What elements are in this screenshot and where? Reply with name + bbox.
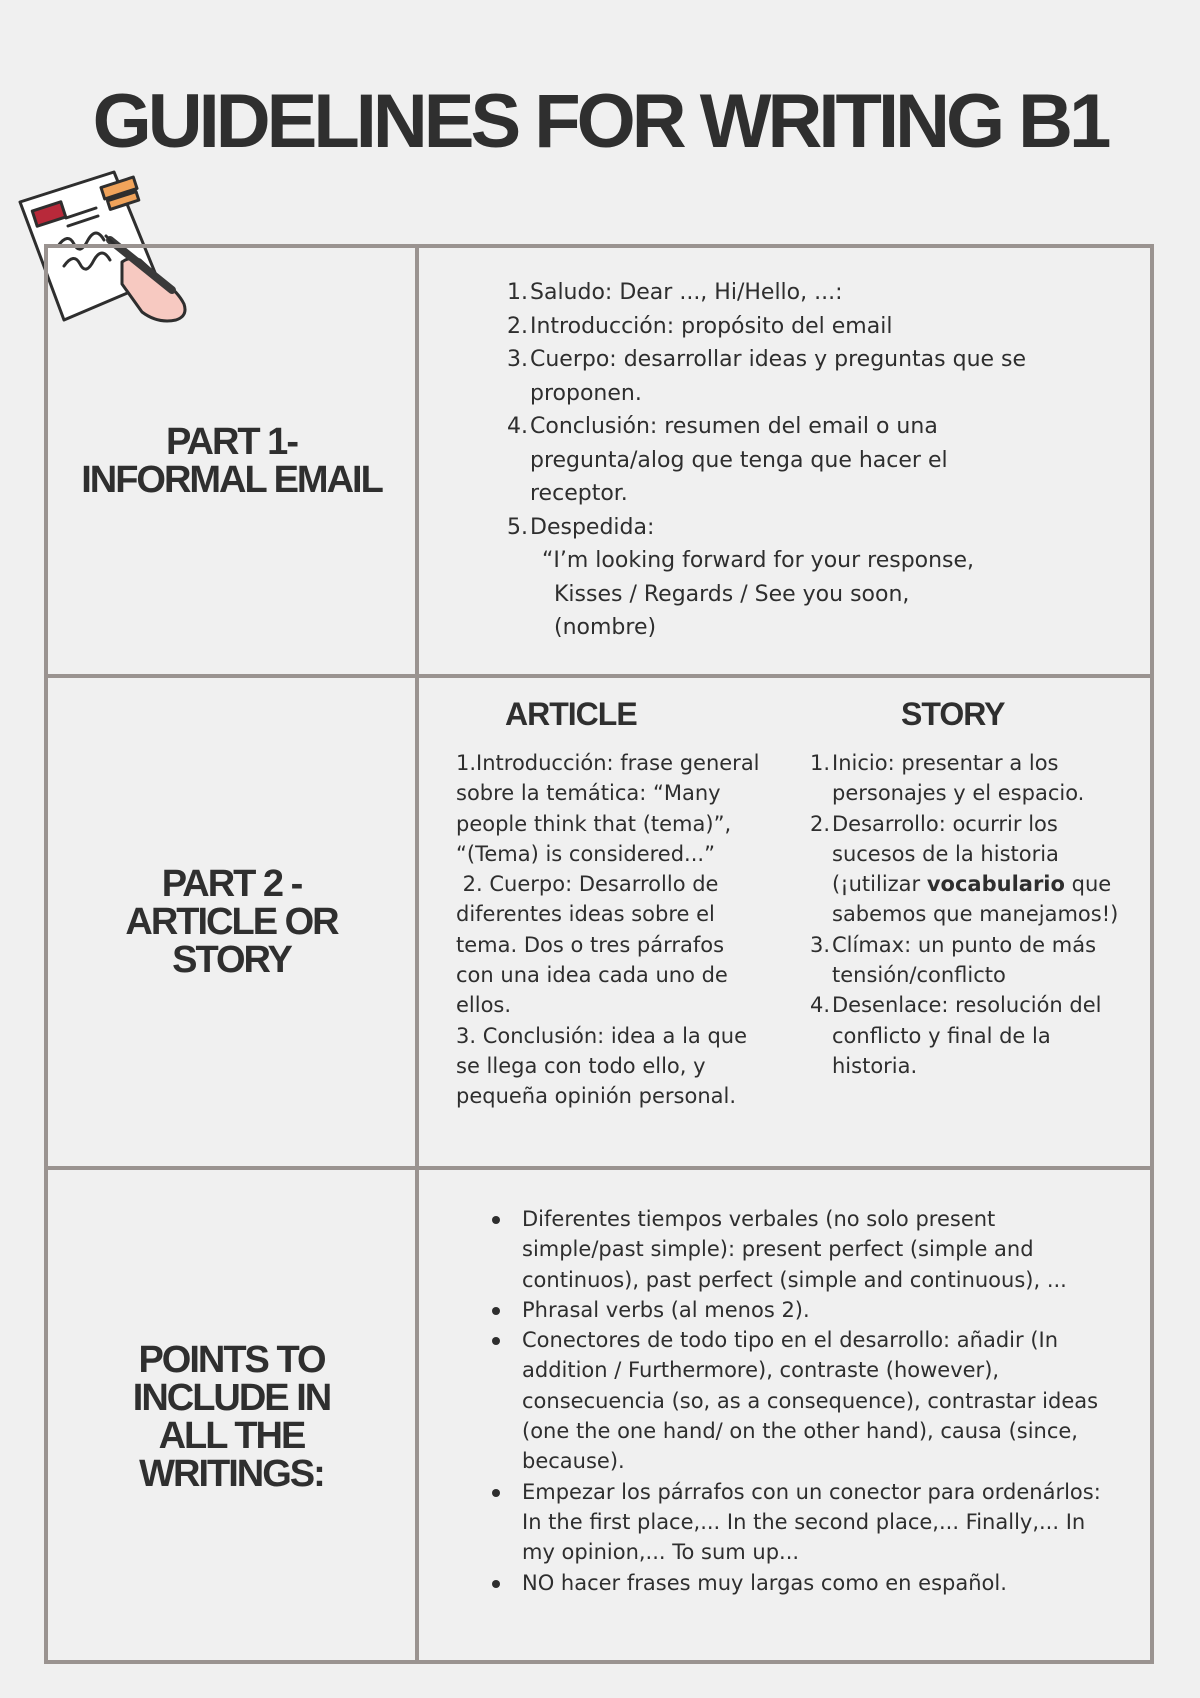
part3-label: POINTS TO INCLUDE IN ALL THE WRITINGS: (132, 1339, 331, 1495)
list-item: 1. Inicio: presentar a los personajes y el espacio. (810, 751, 1085, 806)
list-item: 4.Conclusión: resumen del email o una (507, 414, 938, 439)
article-line: 3. Conclusión: idea a la que (456, 1023, 748, 1048)
list-item: Empezar los párrafos con un conector para ordenárlos: In the first place,... In the second place,... Finally,... In my opinion,... To sum up... (492, 1477, 1122, 1568)
list-item: 5.Despedida: (507, 514, 655, 540)
part1-label: PART 1- INFORMAL EMAIL (81, 421, 382, 501)
article-content (456, 748, 786, 1112)
article-line: tema. Dos o tres párrafos (456, 932, 725, 957)
article-line: se llega con todo ello, y (456, 1053, 706, 1078)
list-item: proponen. (530, 380, 642, 406)
closing-line: “I’m looking forward for your response, (542, 548, 975, 573)
article-line: ellos. (456, 993, 512, 1018)
part1-email-content (500, 276, 1140, 645)
story-heading: STORY (901, 696, 1005, 732)
list-item: 4. Desenlace: resolución del conflicto y final de la historia. (810, 993, 1102, 1078)
list-item: 3.Cuerpo: desarrollar ideas y preguntas que se (507, 347, 1027, 372)
list-item: Conectores de todo tipo en el desarrollo: añadir (In addition / Furthermore), contraste (however), consecuencia (so, as a consequence), contrastar ideas (one the one hand/ on the other hand), causa (since, because). (492, 1325, 1122, 1476)
article-line: 1.Introducción: frase general (456, 751, 760, 775)
article-line: 2. Cuerpo: Desarrollo de (456, 872, 719, 897)
closing-line: (nombre) (554, 615, 657, 640)
list-item: Phrasal verbs (al menos 2). (492, 1295, 1122, 1325)
column-divider (415, 248, 419, 1660)
list-item: 3. Clímax: un punto de más tensión/conflicto (810, 932, 1097, 988)
story-content (810, 748, 1120, 1081)
article-line: diferentes ideas sobre el (456, 902, 715, 927)
list-item: NO hacer frases muy largas como en español. (492, 1568, 1122, 1598)
page-title: GUIDELINES FOR WRITING B1 (92, 79, 1108, 164)
article-heading: ARTICLE (505, 696, 637, 732)
article-line: people think that (tema)”, (456, 811, 732, 836)
email-closing (500, 544, 1140, 645)
guidelines-table (44, 244, 1154, 1664)
list-item: 1.Saludo: Dear ..., Hi/Hello, ...: (507, 280, 843, 305)
closing-line: Kisses / Regards / See you soon, (554, 581, 910, 607)
list-item: pregunta/alog que tenga que hacer el (530, 447, 948, 473)
article-line: “(Tema) is considered...” (456, 841, 715, 866)
part2-label: PART 2 - ARTICLE OR STORY (125, 863, 338, 981)
article-line: pequeña opinión personal. (456, 1084, 737, 1109)
points-content (492, 1204, 1122, 1598)
list-item: Diferentes tiempos verbales (no solo present simple/past simple): present perfect (simple and continuos), past perfect (simple and continuous), ... (492, 1204, 1122, 1295)
email-steps-list (500, 276, 1140, 544)
list-item: 2. Desarrollo: ocurrir los sucesos de la historia (¡utilizar vocabulario que sabemos que manejamos!) (810, 811, 1119, 927)
story-steps-list (810, 748, 1120, 1081)
list-item: 2.Introducción: propósito del email (507, 313, 893, 339)
article-line: sobre la temática: “Many (456, 781, 721, 806)
bold-keyword: vocabulario (926, 872, 1065, 897)
points-list (492, 1204, 1122, 1598)
article-line: con una idea cada uno de (456, 963, 728, 988)
list-item: receptor. (530, 481, 628, 506)
